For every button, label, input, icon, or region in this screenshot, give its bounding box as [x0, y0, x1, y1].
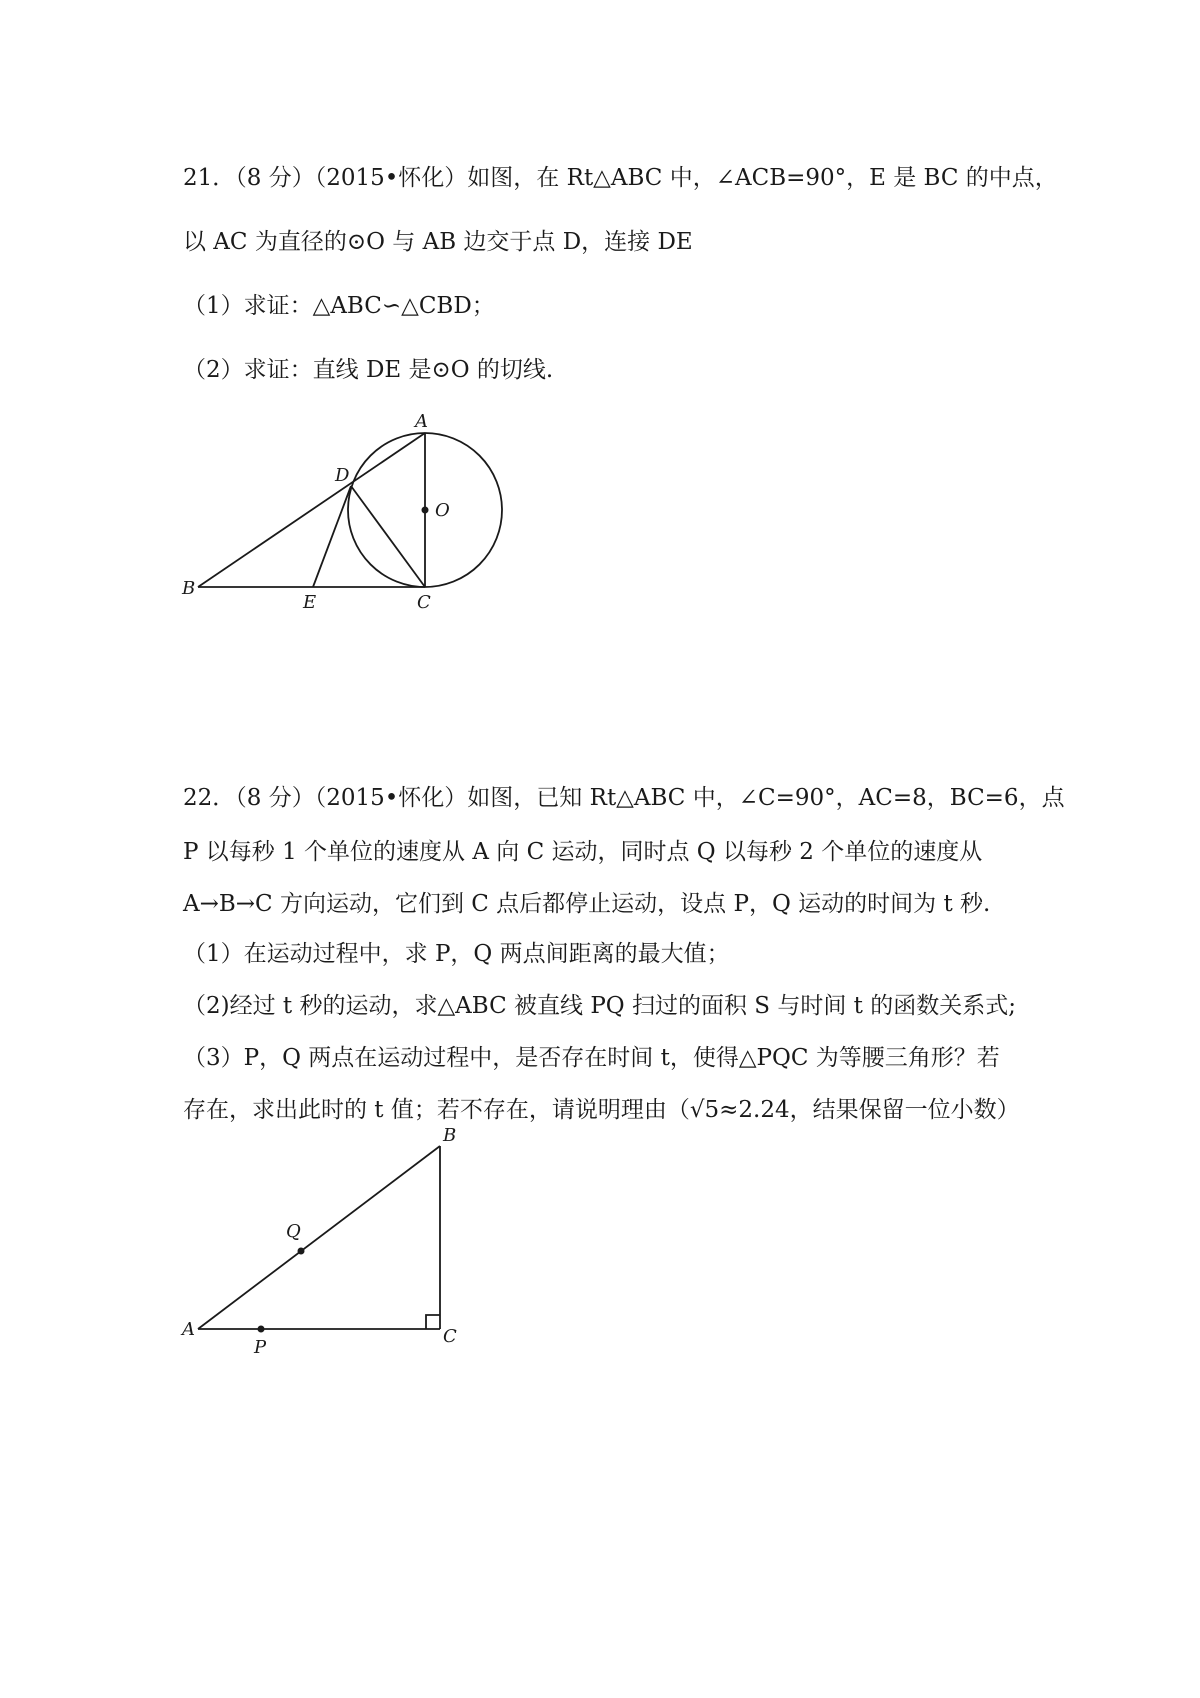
- label-q: Q: [286, 1221, 301, 1242]
- point-q: [298, 1248, 305, 1255]
- segment-ab: [198, 1146, 440, 1329]
- q21-part-1: （1）求证：△ABC∽△CBD；: [183, 293, 495, 319]
- q21-line-1: 21．（8 分）（2015•怀化）如图，在 Rt△ABC 中，∠ACB=90°，E 是 BC 的中点，: [183, 165, 1058, 191]
- q22-line-3: A→B→C 方向运动，它们到 C 点后都停止运动，设点 P，Q 运动的时间为 t 秒.: [183, 891, 991, 917]
- label-d: D: [335, 465, 350, 486]
- q21-line-2: 以 AC 为直径的⊙O 与 AB 边交于点 D，连接 DE: [183, 229, 693, 255]
- label-p: P: [254, 1337, 267, 1358]
- right-angle-mark: [426, 1315, 440, 1329]
- q22-line-7: 存在，求出此时的 t 值；若不存在，请说明理由（√5≈2.24，结果保留一位小数）: [183, 1097, 1020, 1123]
- label-a: A: [182, 1319, 195, 1340]
- q22-part-1: （1）在运动过程中，求 P，Q 两点间距离的最大值；: [183, 941, 730, 967]
- point-o: [422, 507, 429, 514]
- q21-figure: [0, 0, 1200, 700]
- q22-line-2: P 以每秒 1 个单位的速度从 A 向 C 运动，同时点 Q 以每秒 2 个单位的速度从: [183, 839, 983, 865]
- q22-part-2: （2)经过 t 秒的运动，求△ABC 被直线 PQ 扫过的面积 S 与时间 t 的函数关系式;: [183, 993, 1016, 1019]
- segment-ab: [198, 433, 425, 587]
- label-e: E: [303, 592, 317, 613]
- label-a: A: [415, 411, 428, 432]
- label-b: B: [182, 578, 196, 599]
- label-c: C: [443, 1326, 457, 1347]
- label-o: O: [435, 500, 450, 521]
- q22-part-3: （3）P，Q 两点在运动过程中，是否存在时间 t，使得△PQC 为等腰三角形？若: [183, 1045, 1000, 1071]
- segment-de: [313, 486, 351, 587]
- segment-dc: [351, 486, 425, 587]
- q21-part-2: （2）求证：直线 DE 是⊙O 的切线.: [183, 357, 554, 383]
- q22-line-1: 22．（8 分）（2015•怀化）如图，已知 Rt△ABC 中，∠C=90°，AC=8，BC=6，点: [183, 785, 1065, 811]
- q22-figure: [0, 1100, 1200, 1400]
- label-b: B: [443, 1125, 457, 1146]
- point-p: [258, 1326, 265, 1333]
- label-c: C: [417, 592, 431, 613]
